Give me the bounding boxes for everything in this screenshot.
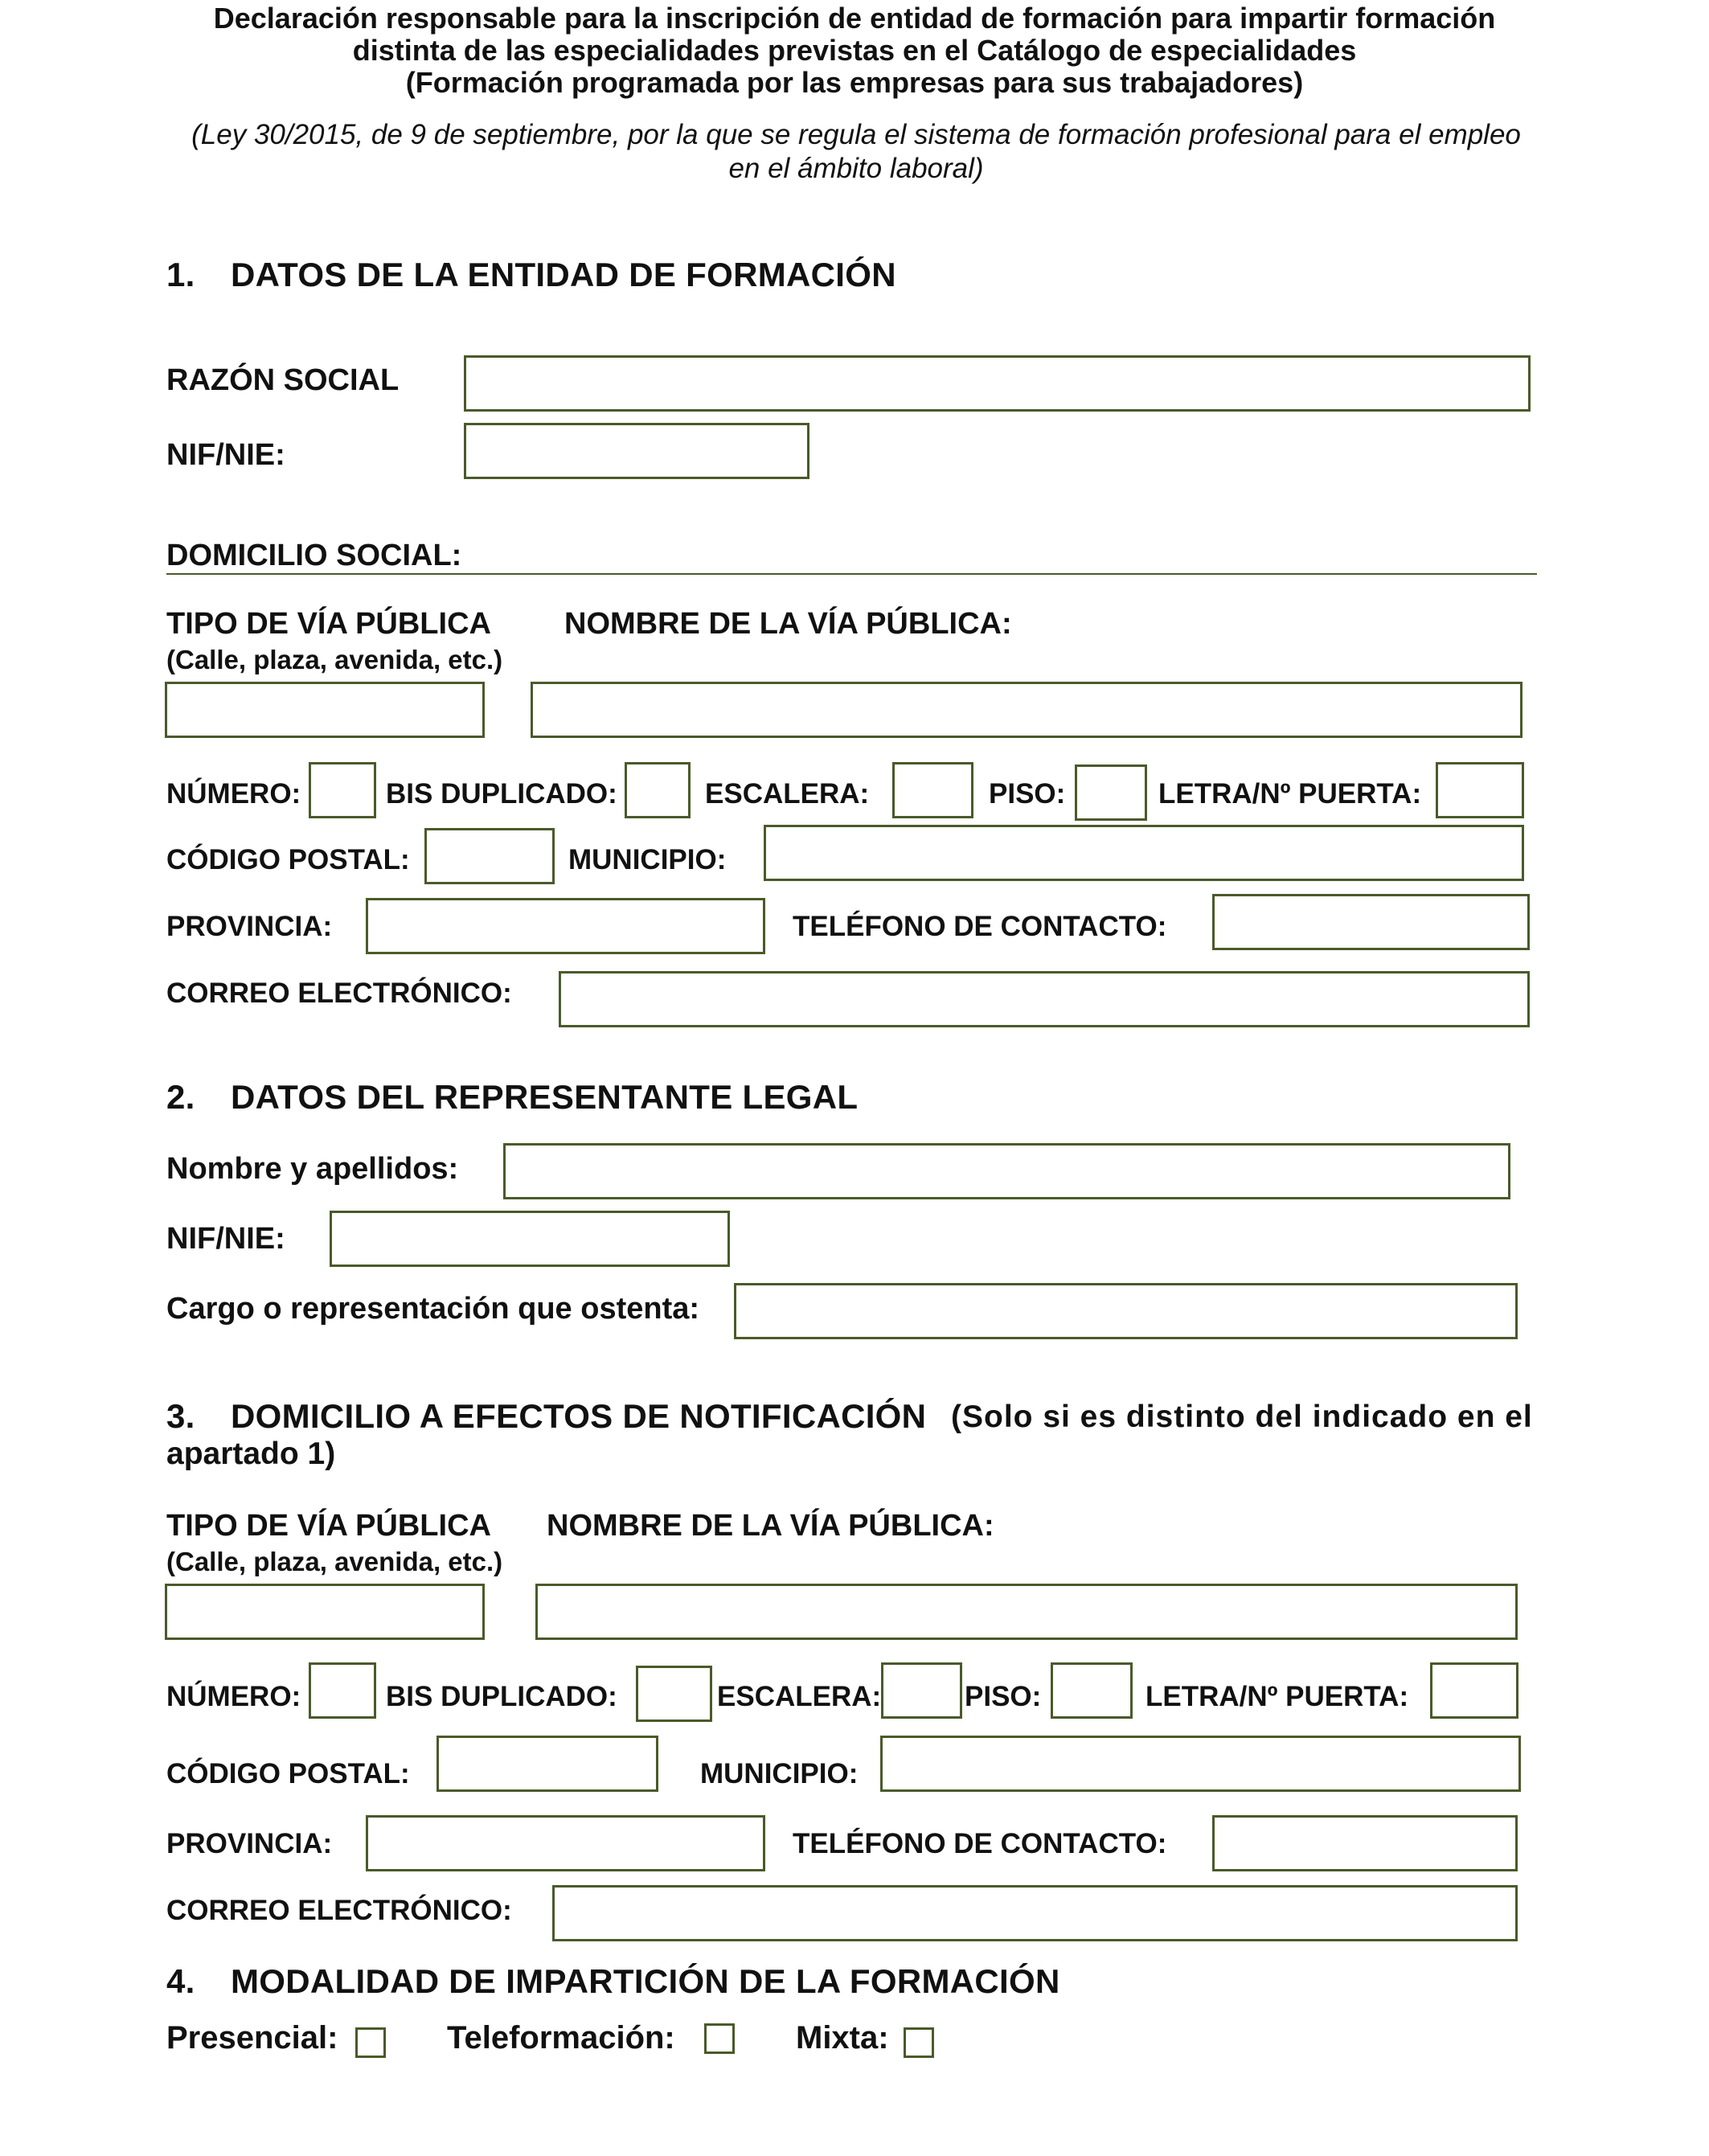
mixta-label: Mixta:: [796, 2020, 889, 2056]
form-title-line-3: (Formación programada por las empresas para sus trabajadores): [405, 66, 1304, 99]
telefono-field[interactable]: [1212, 894, 1530, 950]
nombre-via-field[interactable]: [531, 682, 1523, 738]
section-1-number: 1.: [166, 256, 195, 293]
notif-nombre-via-field[interactable]: [535, 1584, 1518, 1640]
escalera-label: ESCALERA:: [705, 778, 870, 810]
section-4-heading: [166, 1962, 1060, 2001]
representante-nombre-label: Nombre y apellidos:: [166, 1152, 459, 1186]
section-3-heading: [166, 1397, 926, 1436]
letra-puerta-field[interactable]: [1436, 762, 1524, 818]
piso-field[interactable]: [1075, 764, 1147, 821]
notif-escalera-field[interactable]: [881, 1662, 962, 1719]
razon-social-field[interactable]: [464, 355, 1531, 412]
entity-nif-field[interactable]: [464, 423, 809, 479]
notif-telefono-label: TELÉFONO DE CONTACTO:: [793, 1828, 1167, 1859]
bis-duplicado-field[interactable]: [625, 762, 691, 818]
form-title-line-1: Declaración responsable para la inscripción de entidad de formación para impartir formación: [213, 2, 1496, 35]
law-reference-line-1: (Ley 30/2015, de 9 de septiembre, por la que se regula el sistema de formación profesional para el empleo: [191, 119, 1521, 150]
notif-correo-field[interactable]: [552, 1885, 1518, 1941]
municipio-field[interactable]: [764, 825, 1524, 881]
section-1-title: DATOS DE LA ENTIDAD DE FORMACIÓN: [231, 256, 896, 293]
piso-label: PISO:: [989, 778, 1066, 810]
correo-label: CORREO ELECTRÓNICO:: [166, 978, 512, 1009]
notif-piso-label: PISO:: [965, 1681, 1042, 1712]
notif-codigo-postal-field[interactable]: [436, 1736, 658, 1792]
representante-nif-field[interactable]: [330, 1211, 730, 1267]
cargo-field[interactable]: [734, 1283, 1518, 1339]
presencial-label: Presencial:: [166, 2020, 338, 2056]
notif-escalera-label: ESCALERA:: [717, 1681, 882, 1712]
notif-letra-puerta-field[interactable]: [1430, 1662, 1518, 1719]
mixta-checkbox[interactable]: [904, 2027, 934, 2058]
correo-field[interactable]: [559, 971, 1530, 1027]
cargo-label: Cargo o representación que ostenta:: [166, 1292, 700, 1326]
section-2-title: DATOS DEL REPRESENTANTE LEGAL: [231, 1078, 859, 1116]
notif-tipo-via-field[interactable]: [165, 1584, 485, 1640]
telefono-label: TELÉFONO DE CONTACTO:: [793, 911, 1167, 942]
numero-label: NÚMERO:: [166, 778, 301, 810]
domicilio-divider: [166, 573, 1537, 575]
nombre-via-label: NOMBRE DE LA VÍA PÚBLICA:: [564, 607, 1012, 641]
notif-nombre-via-label: NOMBRE DE LA VÍA PÚBLICA:: [547, 1509, 994, 1543]
notif-numero-field[interactable]: [309, 1662, 376, 1719]
letra-puerta-label: LETRA/Nº PUERTA:: [1158, 778, 1422, 810]
numero-field[interactable]: [309, 762, 376, 818]
law-reference-line-2: en el ámbito laboral): [728, 153, 984, 184]
representante-nif-label: NIF/NIE:: [166, 1222, 285, 1256]
notif-numero-label: NÚMERO:: [166, 1681, 301, 1712]
notif-bis-duplicado-label: BIS DUPLICADO:: [386, 1681, 617, 1712]
notif-tipo-via-label: TIPO DE VÍA PÚBLICA: [166, 1509, 491, 1543]
section-1-heading: [166, 256, 896, 294]
section-3-note: (Solo si es distinto del indicado en el: [951, 1400, 1533, 1434]
presencial-checkbox[interactable]: [355, 2027, 386, 2058]
bis-duplicado-label: BIS DUPLICADO:: [386, 778, 617, 810]
notif-provincia-label: PROVINCIA:: [166, 1828, 333, 1859]
notif-bis-duplicado-field[interactable]: [636, 1666, 712, 1722]
escalera-field[interactable]: [892, 762, 973, 818]
codigo-postal-label: CÓDIGO POSTAL:: [166, 844, 410, 875]
representante-nombre-field[interactable]: [503, 1143, 1510, 1199]
notif-municipio-label: MUNICIPIO:: [700, 1758, 859, 1789]
municipio-label: MUNICIPIO:: [568, 844, 727, 875]
section-3-note-continued: apartado 1): [166, 1437, 336, 1471]
section-3-title: DOMICILIO A EFECTOS DE NOTIFICACIÓN: [231, 1397, 927, 1435]
domicilio-social-label: DOMICILIO SOCIAL:: [166, 539, 462, 572]
notif-piso-field[interactable]: [1051, 1662, 1133, 1719]
notif-letra-puerta-label: LETRA/Nº PUERTA:: [1145, 1681, 1409, 1712]
provincia-field[interactable]: [366, 898, 765, 954]
section-4-title: MODALIDAD DE IMPARTICIÓN DE LA FORMACIÓN: [231, 1962, 1060, 2000]
tipo-via-hint: (Calle, plaza, avenida, etc.): [166, 645, 503, 674]
razon-social-label: RAZÓN SOCIAL: [166, 363, 400, 397]
section-2-number: 2.: [166, 1078, 195, 1116]
tipo-via-label: TIPO DE VÍA PÚBLICA: [166, 607, 491, 641]
notif-correo-label: CORREO ELECTRÓNICO:: [166, 1895, 512, 1926]
teleformacion-label: Teleformación:: [447, 2020, 675, 2056]
tipo-via-field[interactable]: [165, 682, 485, 738]
provincia-label: PROVINCIA:: [166, 911, 333, 942]
form-title-line-2: distinta de las especialidades previstas en el Catálogo de especialidades: [352, 34, 1357, 67]
notif-municipio-field[interactable]: [880, 1736, 1521, 1792]
notif-tipo-via-hint: (Calle, plaza, avenida, etc.): [166, 1547, 503, 1576]
section-2-heading: [166, 1078, 858, 1117]
section-3-number: 3.: [166, 1397, 195, 1435]
notif-codigo-postal-label: CÓDIGO POSTAL:: [166, 1758, 410, 1789]
teleformacion-checkbox[interactable]: [704, 2023, 735, 2054]
notif-telefono-field[interactable]: [1212, 1815, 1518, 1871]
section-4-number: 4.: [166, 1962, 195, 2000]
notif-provincia-field[interactable]: [366, 1815, 765, 1871]
codigo-postal-field[interactable]: [424, 828, 555, 884]
entity-nif-label: NIF/NIE:: [166, 438, 285, 472]
